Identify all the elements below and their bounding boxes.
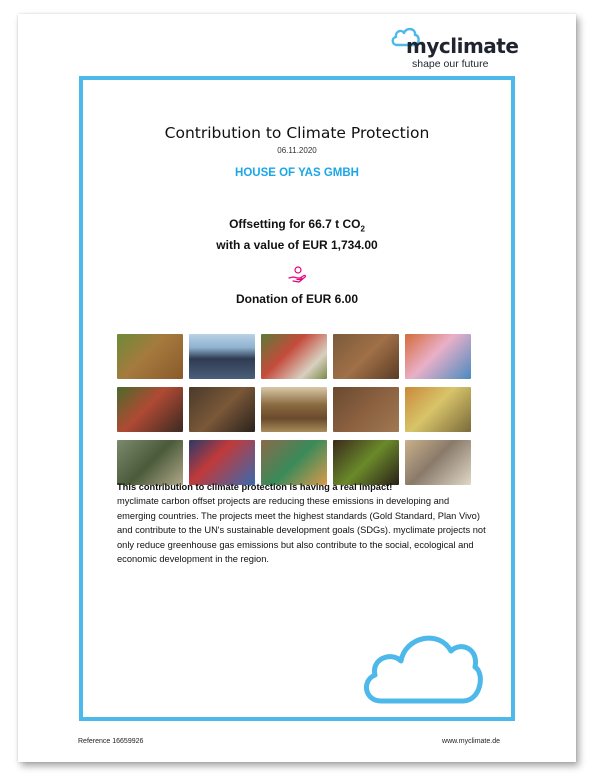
project-photo — [117, 387, 183, 432]
project-photo — [333, 440, 399, 485]
donation-amount: Donation of EUR 6.00 — [235, 292, 358, 306]
project-photo — [405, 334, 471, 379]
co2-subscript: 2 — [360, 224, 365, 234]
certificate-title: Contribution to Climate Protection — [164, 124, 430, 142]
offset-amount — [83, 216, 511, 237]
project-photo — [189, 334, 255, 379]
impact-body: myclimate carbon offset projects are reducing these emissions in developing and emerging countries. The projects meet the highest standards (Gold Standard, Plan Vivo) and contribute to the UN's sustainable development goals (SDGs). myclimate projects not only reduce greenhouse gas emissions but also contribute to the social, ecological and economic development in the region. — [117, 496, 486, 565]
offset-summary — [83, 216, 511, 254]
reference-number: Reference 16659926 — [78, 738, 144, 745]
logo-wordmark: myclimate — [406, 34, 519, 58]
project-photo — [333, 387, 399, 432]
offset-value: with a value of EUR 1,734.00 — [216, 238, 378, 253]
project-photo — [261, 440, 327, 485]
cloud-icon — [357, 625, 483, 707]
project-photo — [333, 334, 399, 379]
offset-amount-text: Offsetting for 66.7 t CO — [229, 217, 361, 231]
project-photo — [189, 440, 255, 485]
donation-hand-icon — [287, 266, 307, 284]
company-name: HOUSE OF YAS GMBH — [235, 167, 359, 179]
project-photo — [117, 440, 183, 485]
myclimate-logo — [390, 22, 519, 70]
project-photo — [405, 387, 471, 432]
project-photo — [189, 387, 255, 432]
website-url: www.myclimate.de — [442, 738, 500, 745]
impact-lead: This contribution to climate protection is having a real impact! — [117, 482, 393, 492]
project-photo-grid — [117, 334, 477, 485]
project-photo — [405, 440, 471, 485]
certificate-date: 06.11.2020 — [277, 146, 317, 155]
certificate-page — [18, 14, 576, 762]
certificate-frame — [79, 76, 515, 721]
project-photo — [117, 334, 183, 379]
logo-tagline: shape our future — [412, 58, 489, 70]
project-photo — [261, 387, 327, 432]
project-photo — [261, 334, 327, 379]
impact-description — [117, 480, 487, 566]
